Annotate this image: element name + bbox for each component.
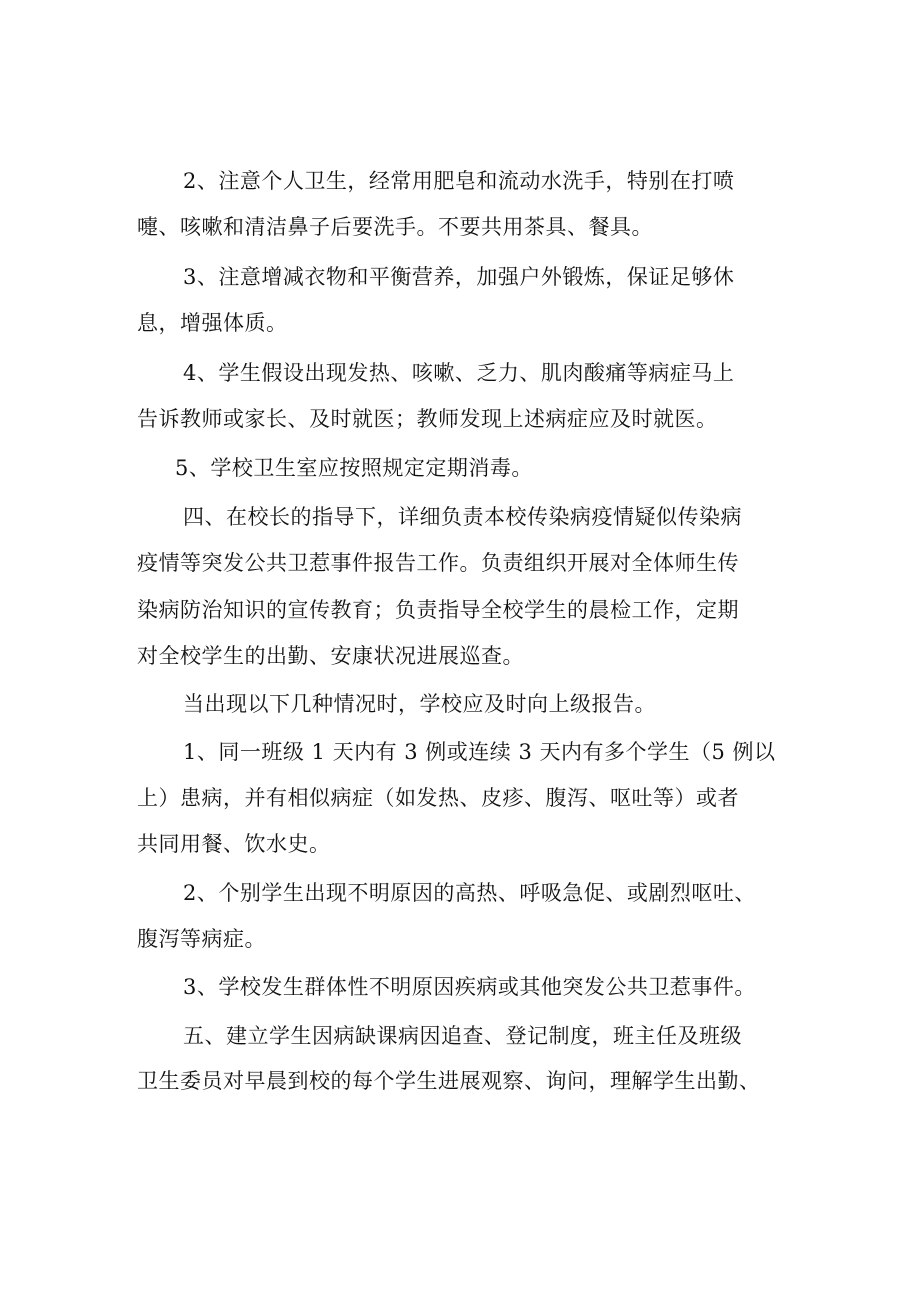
text-line: 嚏、咳嗽和清洁鼻子后要洗手。不要共用茶具、餐具。 [137,215,653,239]
text-line: 1、同一班级 1 天内有 3 例或连续 3 天内有多个学生（5 例以 [183,740,776,764]
text-line: 2、个别学生出现不明原因的高热、呼吸急促、或剧烈呕吐、 [183,881,756,905]
text-line: 共同用餐、饮水史。 [137,832,331,856]
text-line: 对全校学生的出勤、安康状况进展巡查。 [137,644,524,668]
text-line: 息，增强体质。 [137,311,288,335]
text-line: 3、学校发生群体性不明原因疾病或其他突发公共卫惹事件。 [183,975,756,999]
text-line: 当出现以下几种情况时，学校应及时向上级报告。 [183,692,656,716]
text-line: 五、建立学生因病缺课病因追查、登记制度，班主任及班级 [183,1024,742,1048]
text-line: 2、注意个人卫生，经常用肥皂和流动水洗手，特别在打喷 [183,169,735,193]
text-line: 告诉教师或家长、及时就医；教师发现上述病症应及时就医。 [137,407,718,431]
text-line: 4、学生假设出现发热、咳嗽、乏力、肌肉酸痛等病症马上 [183,361,735,385]
text-line: 染病防治知识的宣传教育；负责指导全校学生的晨检工作，定期 [137,598,739,622]
text-line: 腹泻等病症。 [137,927,266,951]
text-line: 疫情等突发公共卫惹事件报告工作。负责组织开展对全体师生传 [137,551,739,575]
text-line: 5、学校卫生室应按照规定定期消毒。 [175,456,533,480]
text-line: 3、注意增减衣物和平衡营养，加强户外锻炼，保证足够休 [183,265,735,289]
text-line: 四、在校长的指导下，详细负责本校传染病疫情疑似传染病 [183,505,742,529]
text-line: 上）患病，并有相似病症（如发热、皮疹、腹泻、呕吐等）或者 [137,786,739,810]
text-line: 卫生委员对早晨到校的每个学生进展观察、询问，理解学生出勤、 [137,1069,761,1093]
